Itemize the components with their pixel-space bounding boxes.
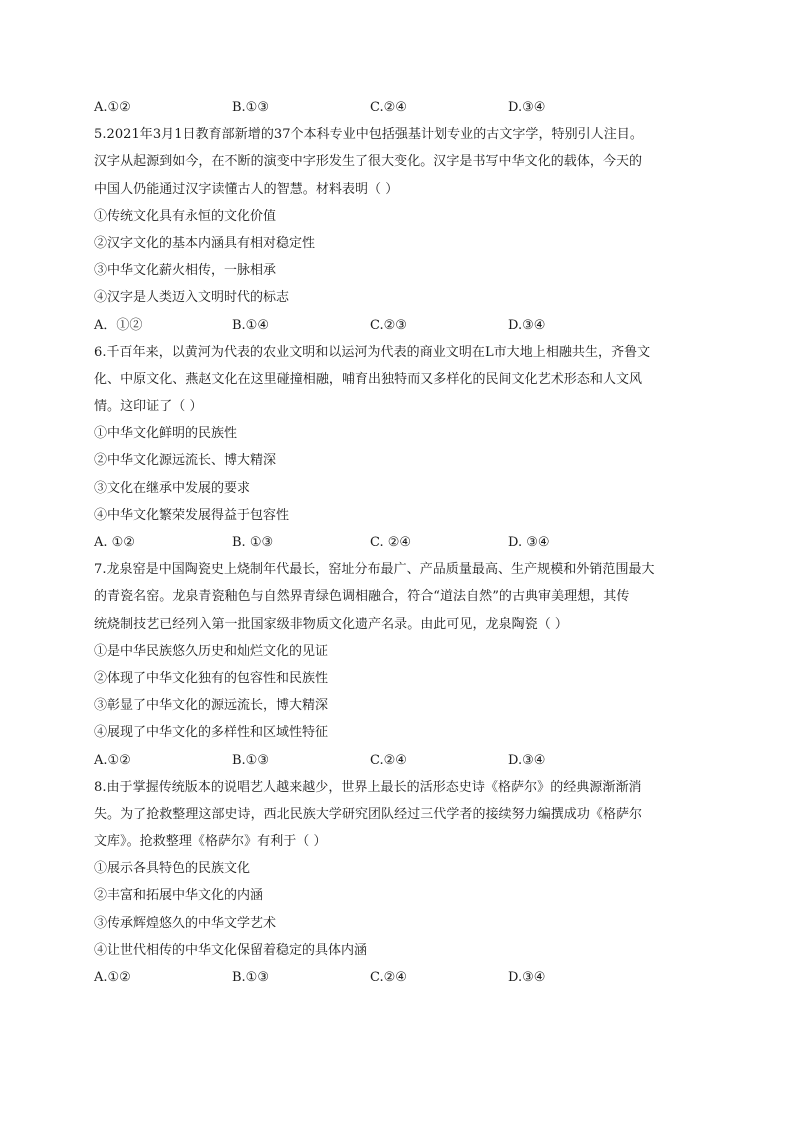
q8-stem-line-2: 失。为了抢救整理这部史诗，西北民族大学研究团队经过三代学者的接续努力编撰成功《格萨尔 bbox=[94, 806, 643, 822]
q6-item-3: ③文化在继承中发展的要求 bbox=[94, 480, 251, 496]
q8-item-4: ④让世代相传的中华文化保留着稳定的具体内涵 bbox=[94, 942, 368, 958]
q5-option-b: B.①④ bbox=[232, 317, 269, 333]
q8-option-d: D.③④ bbox=[508, 970, 546, 985]
q6-option-d: D. ③④ bbox=[508, 535, 550, 550]
q5-item-1: ①传统文化具有永恒的文化价值 bbox=[94, 208, 277, 224]
q5-item-2: ②汉字文化的基本内涵具有相对稳定性 bbox=[94, 235, 316, 251]
exam-page bbox=[94, 94, 704, 991]
q6-stem-line-3: 情。这印证了（ ） bbox=[94, 399, 203, 415]
q8-item-1: ①展示各具特色的民族文化 bbox=[94, 861, 251, 877]
q7-stem-line-1: 7.龙泉窑是中国陶瓷史上烧制年代最长，窑址分布最广、产品质量最高、生产规模和外销范围最大 bbox=[94, 562, 655, 578]
q7-option-a: A.①② bbox=[94, 752, 131, 768]
q8-item-2: ②丰富和拓展中华文化的内涵 bbox=[94, 888, 264, 904]
q5-option-c: C.②③ bbox=[370, 317, 407, 333]
q5-stem-line-3: 中国人仍能通过汉字读懂古人的智慧。材料表明（ ） bbox=[94, 181, 399, 197]
q4-option-b: B.①③ bbox=[232, 100, 269, 115]
q7-stem-line-2: 的青瓷名窑。龙泉青瓷釉色与自然界青绿色调相融合，符合“道法自然”的古典审美理想，其传 bbox=[94, 589, 630, 605]
q6-options bbox=[94, 529, 704, 556]
q7-stem-line-3: 统烧制技艺已经列入第一批国家级非物质文化遗产名录。由此可见，龙泉陶瓷（ ） bbox=[94, 616, 568, 632]
q5-stem-line-2: 汉字从起源到如今，在不断的演变中字形发生了很大变化。汉字是书写中华文化的载体，今天的 bbox=[94, 154, 643, 170]
q8-item-3: ③传承辉煌悠久的中华文学艺术 bbox=[94, 915, 277, 931]
q5-options bbox=[94, 312, 704, 339]
q6-option-a: A. ①② bbox=[94, 535, 135, 550]
q5-option-d: D.③④ bbox=[508, 317, 546, 333]
q7-item-2: ②体现了中华文化独有的包容性和民族性 bbox=[94, 670, 329, 686]
q7-item-3: ③彰显了中华文化的源远流长，博大精深 bbox=[94, 698, 329, 714]
q7-option-c: C.②④ bbox=[370, 752, 407, 768]
q7-options bbox=[94, 747, 704, 774]
q4-option-d: D.③④ bbox=[508, 100, 546, 115]
q8-option-a: A.①② bbox=[94, 970, 131, 985]
q6-stem-line-1: 6.千百年来，以黄河为代表的农业文明和以运河为代表的商业文明在L市大地上相融共生，齐鲁文 bbox=[94, 344, 651, 360]
q6-item-4: ④中华文化繁荣发展得益于包容性 bbox=[94, 507, 290, 523]
q8-stem-line-3: 文库》。抢救整理《格萨尔》有利于（ ） bbox=[94, 834, 327, 850]
q6-item-2: ②中华文化源远流长、博大精深 bbox=[94, 453, 277, 469]
q4-option-a: A.①② bbox=[94, 100, 131, 115]
q6-option-b: B. ①③ bbox=[232, 535, 274, 550]
q7-item-4: ④展现了中华文化的多样性和区域性特征 bbox=[94, 725, 329, 741]
q5-option-a: A．①② bbox=[94, 317, 143, 333]
q6-item-1: ①中华文化鲜明的民族性 bbox=[94, 426, 238, 442]
question-6 bbox=[94, 339, 704, 557]
question-5 bbox=[94, 121, 704, 339]
q4-options bbox=[94, 94, 704, 121]
q6-stem-line-2: 化、中原文化、燕赵文化在这里碰撞相融，哺育出独特而又多样化的民间文化艺术形态和人文风 bbox=[94, 371, 643, 387]
q6-option-c: C. ②④ bbox=[370, 535, 412, 550]
q7-option-b: B.①③ bbox=[232, 752, 269, 768]
q4-option-c: C.②④ bbox=[370, 100, 407, 115]
question-7 bbox=[94, 556, 704, 774]
q8-options bbox=[94, 964, 704, 991]
question-8 bbox=[94, 774, 704, 992]
q8-option-b: B.①③ bbox=[232, 970, 269, 985]
q5-item-4: ④汉字是人类迈入文明时代的标志 bbox=[94, 290, 290, 306]
q7-item-1: ①是中华民族悠久历史和灿烂文化的见证 bbox=[94, 643, 329, 659]
q7-option-d: D.③④ bbox=[508, 752, 546, 768]
q5-stem-line-1: 5.2021年3月1日教育部新增的37个本科专业中包括强基计划专业的古文字学，特别引人注目。 bbox=[94, 127, 643, 143]
q8-stem-line-1: 8.由于掌握传统版本的说唱艺人越来越少，世界上最长的活形态史诗《格萨尔》的经典源渐渐消 bbox=[94, 779, 642, 795]
q8-option-c: C.②④ bbox=[370, 970, 407, 985]
q5-item-3: ③中华文化薪火相传，一脉相承 bbox=[94, 263, 277, 279]
